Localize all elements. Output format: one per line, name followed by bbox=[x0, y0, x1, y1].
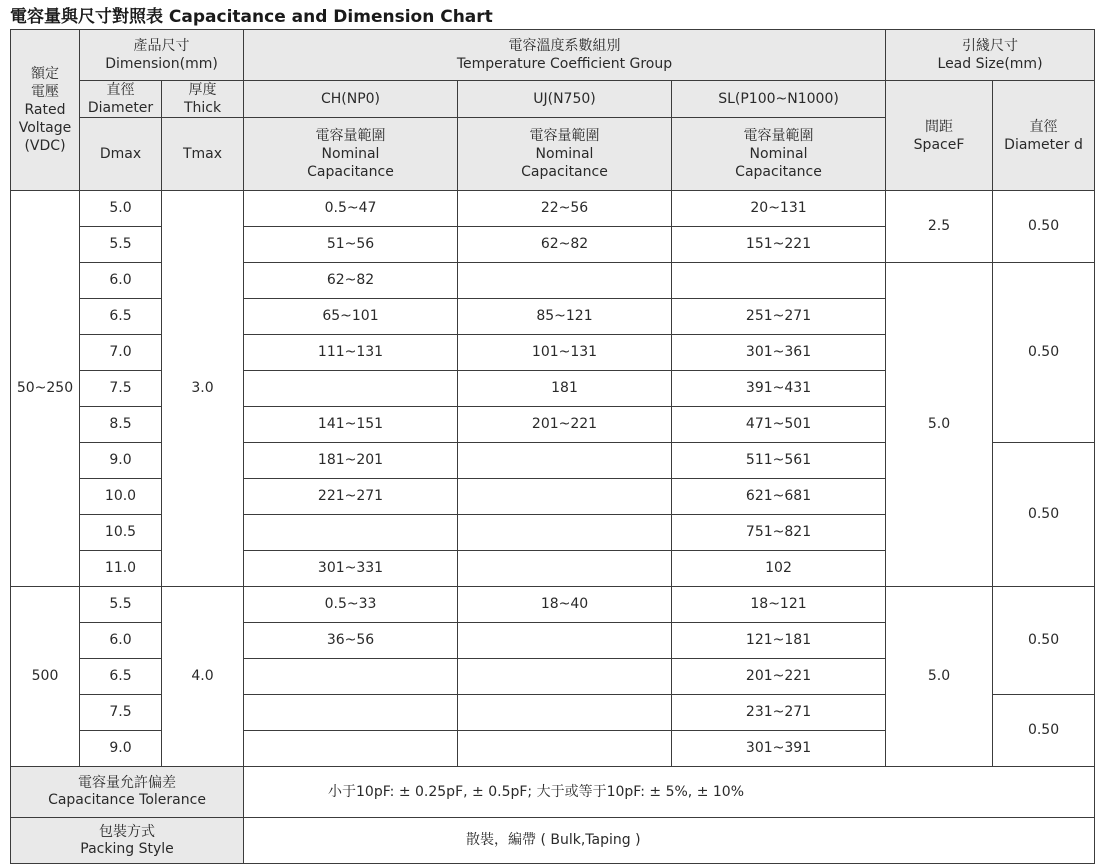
dmax-cell: 6.5 bbox=[80, 659, 162, 695]
spacef-header: 間距 SpaceF bbox=[886, 81, 993, 191]
sl-cell: 20~131 bbox=[672, 191, 886, 227]
packing-row bbox=[11, 818, 1095, 864]
dimension-header: 產品尺寸 Dimension(mm) bbox=[80, 30, 244, 81]
uj-cell bbox=[458, 695, 672, 731]
dmax-cell: 9.0 bbox=[80, 731, 162, 767]
uj-cell: 18~40 bbox=[458, 587, 672, 623]
dmax-cell: 5.5 bbox=[80, 587, 162, 623]
nominal-capacitance-header-sl: 電容量範圍 Nominal Capacitance bbox=[672, 118, 886, 191]
uj-cell bbox=[458, 443, 672, 479]
sl-cell: 511~561 bbox=[672, 443, 886, 479]
tmax-cell: 4.0 bbox=[162, 587, 244, 767]
tolerance-label: 電容量允許偏差 Capacitance Tolerance bbox=[11, 767, 244, 818]
ch-cell bbox=[244, 515, 458, 551]
uj-cell: 101~131 bbox=[458, 335, 672, 371]
packing-label: 包裝方式 Packing Style bbox=[11, 818, 244, 864]
sl-cell: 751~821 bbox=[672, 515, 886, 551]
sl-cell: 121~181 bbox=[672, 623, 886, 659]
ch-cell: 141~151 bbox=[244, 407, 458, 443]
tolerance-row bbox=[11, 767, 1095, 818]
dmax-cell: 8.5 bbox=[80, 407, 162, 443]
ch-cell: 0.5~33 bbox=[244, 587, 458, 623]
sl-cell: 301~361 bbox=[672, 335, 886, 371]
table-row bbox=[11, 191, 1095, 227]
tolerance-value: 小于10pF: ± 0.25pF, ± 0.5pF; 大于或等于10pF: ± 5%, ± 10% bbox=[244, 767, 1095, 818]
sl-cell: 201~221 bbox=[672, 659, 886, 695]
sl-cell: 471~501 bbox=[672, 407, 886, 443]
sl-cell bbox=[672, 263, 886, 299]
sl-cell: 18~121 bbox=[672, 587, 886, 623]
ch-cell: 301~331 bbox=[244, 551, 458, 587]
packing-value: 散裝，編帶 ( Bulk,Taping ) bbox=[244, 818, 1095, 864]
sl-cell: 251~271 bbox=[672, 299, 886, 335]
lead-diameter-cell: 0.50 bbox=[993, 263, 1095, 443]
uj-cell bbox=[458, 659, 672, 695]
table-row bbox=[11, 587, 1095, 623]
sl-cell: 102 bbox=[672, 551, 886, 587]
group-uj-header: UJ(N750) bbox=[458, 81, 672, 118]
group-ch-header: CH(NP0) bbox=[244, 81, 458, 118]
uj-cell bbox=[458, 515, 672, 551]
ch-cell: 51~56 bbox=[244, 227, 458, 263]
nominal-capacitance-header-ch: 電容量範圍 Nominal Capacitance bbox=[244, 118, 458, 191]
lead-diameter-cell: 0.50 bbox=[993, 695, 1095, 767]
dmax-cell: 11.0 bbox=[80, 551, 162, 587]
tmax-header: Tmax bbox=[162, 118, 244, 191]
dmax-cell: 6.5 bbox=[80, 299, 162, 335]
capacitance-dimension-table bbox=[10, 29, 1095, 864]
nominal-capacitance-header-uj: 電容量範圍 Nominal Capacitance bbox=[458, 118, 672, 191]
uj-cell bbox=[458, 551, 672, 587]
lead-size-header: 引綫尺寸 Lead Size(mm) bbox=[886, 30, 1095, 81]
dmax-cell: 10.5 bbox=[80, 515, 162, 551]
dmax-cell: 7.0 bbox=[80, 335, 162, 371]
voltage-cell: 500 bbox=[11, 587, 80, 767]
ch-cell: 36~56 bbox=[244, 623, 458, 659]
thick-header: 厚度 Thick bbox=[162, 81, 244, 118]
ch-cell: 181~201 bbox=[244, 443, 458, 479]
sl-cell: 621~681 bbox=[672, 479, 886, 515]
dmax-cell: 5.5 bbox=[80, 227, 162, 263]
sl-cell: 301~391 bbox=[672, 731, 886, 767]
lead-diameter-cell: 0.50 bbox=[993, 443, 1095, 587]
ch-cell bbox=[244, 659, 458, 695]
uj-cell bbox=[458, 479, 672, 515]
sl-cell: 391~431 bbox=[672, 371, 886, 407]
ch-cell bbox=[244, 731, 458, 767]
dmax-cell: 5.0 bbox=[80, 191, 162, 227]
lead-diameter-cell: 0.50 bbox=[993, 587, 1095, 695]
ch-cell: 65~101 bbox=[244, 299, 458, 335]
ch-cell bbox=[244, 371, 458, 407]
uj-cell: 85~121 bbox=[458, 299, 672, 335]
dmax-cell: 9.0 bbox=[80, 443, 162, 479]
temp-coefficient-header: 電容溫度系數組別 Temperature Coefficient Group bbox=[244, 30, 886, 81]
ch-cell: 221~271 bbox=[244, 479, 458, 515]
spacing-cell: 5.0 bbox=[886, 263, 993, 587]
sl-cell: 151~221 bbox=[672, 227, 886, 263]
ch-cell bbox=[244, 695, 458, 731]
dmax-header: Dmax bbox=[80, 118, 162, 191]
uj-cell bbox=[458, 623, 672, 659]
uj-cell: 22~56 bbox=[458, 191, 672, 227]
ch-cell: 0.5~47 bbox=[244, 191, 458, 227]
lead-diameter-cell: 0.50 bbox=[993, 191, 1095, 263]
rated-voltage-header: 額定 電壓 Rated Voltage (VDC) bbox=[11, 30, 80, 191]
spacing-cell: 5.0 bbox=[886, 587, 993, 767]
ch-cell: 111~131 bbox=[244, 335, 458, 371]
spacing-cell: 2.5 bbox=[886, 191, 993, 263]
dmax-cell: 6.0 bbox=[80, 623, 162, 659]
dmax-cell: 6.0 bbox=[80, 263, 162, 299]
diameter-header: 直徑 Diameter bbox=[80, 81, 162, 118]
uj-cell: 62~82 bbox=[458, 227, 672, 263]
uj-cell bbox=[458, 263, 672, 299]
dmax-cell: 10.0 bbox=[80, 479, 162, 515]
dmax-cell: 7.5 bbox=[80, 371, 162, 407]
group-sl-header: SL(P100~N1000) bbox=[672, 81, 886, 118]
uj-cell: 201~221 bbox=[458, 407, 672, 443]
ch-cell: 62~82 bbox=[244, 263, 458, 299]
sl-cell: 231~271 bbox=[672, 695, 886, 731]
uj-cell bbox=[458, 731, 672, 767]
uj-cell: 181 bbox=[458, 371, 672, 407]
tmax-cell: 3.0 bbox=[162, 191, 244, 587]
lead-diameter-header: 直徑 Diameter d bbox=[993, 81, 1095, 191]
voltage-cell: 50~250 bbox=[11, 191, 80, 587]
chart-title: 電容量與尺寸對照表 Capacitance and Dimension Chart bbox=[10, 7, 493, 27]
dmax-cell: 7.5 bbox=[80, 695, 162, 731]
